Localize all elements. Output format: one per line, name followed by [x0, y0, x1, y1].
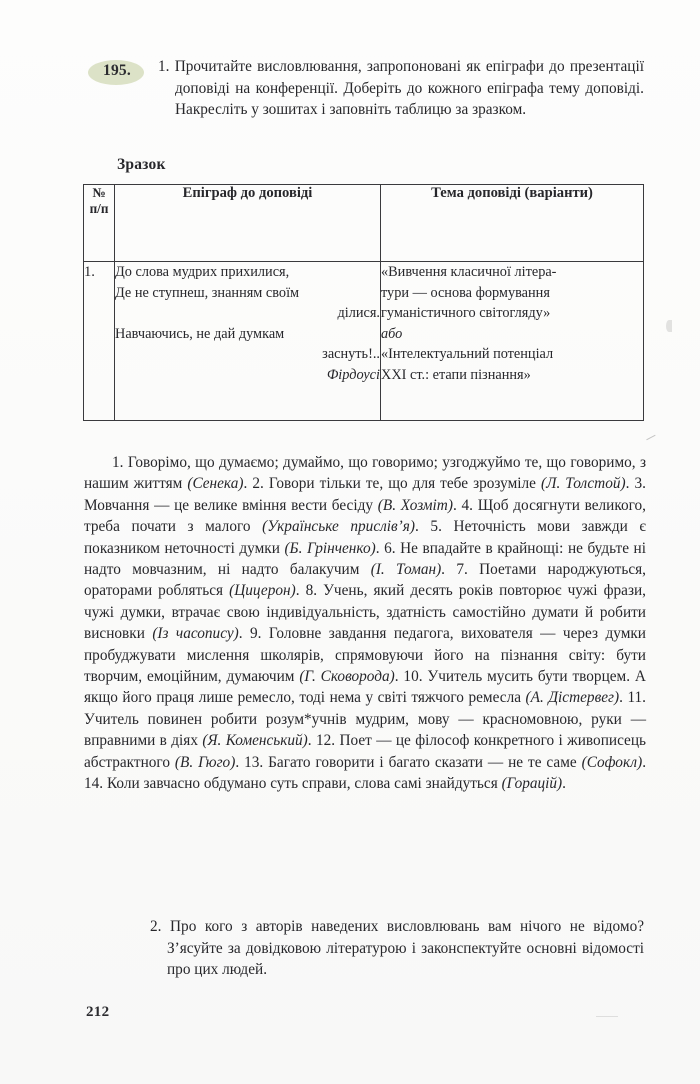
page-number: 212 [86, 1004, 110, 1020]
quotation-number: 4. [461, 496, 478, 514]
scan-edge-mark [666, 320, 672, 332]
sample-table [83, 184, 644, 421]
table-row [84, 262, 644, 421]
topic-line-2: тури — основа формування [381, 284, 550, 301]
table-header-row [84, 185, 644, 262]
quotation-text: Поетами народжуються, ораторами робляться [84, 561, 646, 600]
quotation-author: (Горацій) [501, 775, 563, 793]
quotation-author: (Сенека) [187, 475, 244, 493]
cell-epigraph [115, 262, 381, 421]
quotation-number: 10. [403, 668, 428, 686]
epigraph-line-3: ділися. [337, 305, 380, 322]
quotation-author: (Б. Грінченко) [284, 539, 376, 557]
quotation-author: (Я. Коменський) [202, 732, 308, 750]
quotation-number: 9. [250, 625, 269, 643]
quotation-number: 7. [456, 561, 480, 579]
scan-edge-mark [596, 1016, 618, 1017]
exercise-task-1 [158, 56, 644, 121]
quotation-text: Головне завдання педагога, вихователя — через думки пробуджувати мислення школярів, спрямовуючи його на пізнання світу: бути творчим, емоційним, думаючим [84, 625, 646, 686]
topic-line-1: «Вивчення класичної літера- [381, 264, 557, 280]
topic-alternative-label: або [381, 325, 403, 342]
quotation-author: (Г. Сковорода) [299, 668, 395, 686]
quotation-text: Багато говорити і багато сказати — не те саме [268, 753, 582, 771]
quotation-number: 6. [384, 539, 401, 557]
exercise-task-2 [150, 916, 644, 981]
cell-topic [381, 262, 644, 421]
quotation-number: 5. [430, 518, 454, 536]
quotation-number: 13. [244, 753, 269, 771]
quotation-text: Учитель повинен робити розум*учнів мудрим, мову — красномовною, руки — вправними в діях [84, 710, 646, 750]
scan-edge-mark [646, 435, 655, 441]
quotation-text: Учень, який десять років повторює чужі фрази, чужі думки, втрачає свою індивідуальність, здатність самостійно думати й робити висновки [84, 582, 646, 643]
exercise-task-marker: 1. [158, 58, 170, 75]
epigraph-line-4: Навчаючись, не дай думкам [115, 325, 285, 342]
column-header-number-line2: п/п [89, 201, 109, 216]
exercise-block [84, 56, 644, 121]
sample-label: Зразок [117, 156, 166, 173]
epigraph-line-2: Де не ступнеш, знанням своїм [115, 284, 300, 301]
epigraph-author: Фірдоусі [326, 366, 380, 383]
epigraph-line-5: заснуть!.. [322, 346, 380, 363]
quotation-author: (Українське прислів’я) [262, 518, 415, 536]
quotation-text: Мовчання — це велике вміння вести бесіду [84, 496, 378, 514]
quotation-number: 14. [84, 775, 107, 793]
quotation-number: 12. [315, 732, 340, 750]
quotation-number: 2. [252, 475, 269, 493]
topic-line-5: XXI ст.: етапи пізнання» [381, 366, 531, 383]
quotation-text: Неточність мови завжди є показником неточності думки [84, 518, 646, 557]
quotation-text: Поет — це філософ конкретного і живописець абстрактного [84, 732, 646, 771]
topic-line-4: «Інтелектуальний потенціал [381, 346, 554, 363]
quotation-author: (А. Дістервег) [525, 689, 620, 707]
quotation-author: (І. Томан) [370, 561, 442, 579]
task2-marker: 2. [150, 918, 162, 935]
quotations-paragraph: 1. Говорімо, що думаємо; думаймо, що говоримо; узгоджуймо те, що говоримо, з нашим життям (Сенека). 2. Говори тільки те, що для тебе зрозуміле (Л. Толстой). 3. Мовчання — це велике вміння вести бесіду (В. Хозміт). 4. Щоб досягнути великого, треба почати з малого (Українське прислів’я). 5. Неточність мови завжди є показником неточності думки (Б. Грінченко). 6. Не впадайте в крайнощі: не будьте ні надто мовчазним, ні надто балакучим (І. Томан). 7. Поетами народжуються, ораторами робляться (Цицерон). 8. Учень, який десять років повторює чужі фрази, чужі думки, втрачає свою індивідуальність, здатність самостійно думати й робити висновки (Із часопису). 9. Головне завдання педагога, вихователя — через думки пробуджувати мислення школярів, спрямовуючи його на пізнання світу: бути творчим, емоційним, думаючим (Г. Сковорода). 10. Учитель мусить бути творцем. А якщо його праця лише ремесло, тоді нема у світі тяжчого ремесла (А. Дістервег). 11. Учитель повинен робити розум*учнів мудрим, мову — красномовною, руки — вправними в діях (Я. Коменський). 12. Поет — це філософ конкретного і живописець абстрактного (В. Гюго). 13. Багато говорити і багато сказати — не те саме (Софокл). 14. Коли завчасно обдумано суть справи, слова самі знайдуться (Горацій). [84, 454, 647, 793]
quotation-author: (Із часопису) [152, 625, 239, 643]
column-header-number-line1: № [92, 185, 106, 200]
cell-row-number: 1. [84, 262, 115, 421]
quotation-text: Щоб досягнути великого, треба почати з малого [84, 496, 647, 536]
quotation-number: 11. [627, 689, 646, 707]
quotation-number: 1. [112, 454, 128, 471]
column-header-topic: Тема доповіді (варіанти) [381, 185, 644, 262]
quotation-author: (Л. Толстой) [540, 475, 626, 493]
quotation-author: (В. Гюго) [174, 753, 236, 771]
quotation-text: Говори тільки те, що для тебе зрозуміле [268, 475, 541, 493]
quotation-text: Учитель мусить бути творцем. А якщо його праця лише ремесло, тоді нема у світі тяжчого ремесла [84, 668, 646, 707]
quotation-number: 8. [305, 582, 324, 600]
epigraph-line-1: До слова мудрих прихилися, [115, 264, 290, 280]
exercise-number: 195. [103, 62, 131, 79]
quotation-author: (Цицерон) [229, 582, 296, 600]
quotation-text: Коли завчасно обдумано суть справи, слова самі знайдуться [106, 775, 502, 793]
quotation-author: (Софокл) [581, 753, 643, 771]
topic-line-3: гуманістичного світогляду» [381, 305, 551, 322]
quotation-author: (В. Хозміт) [377, 496, 453, 514]
quotation-text: Говорімо, що думаємо; думаймо, що говоримо; узгоджуймо те, що говоримо, з нашим життям [84, 454, 647, 493]
quotation-number: 3. [634, 475, 646, 493]
column-header-epigraph: Епіграф до доповіді [115, 185, 381, 262]
quotation-text: Не впадайте в крайнощі: не будьте ні надто мовчазним, ні надто балакучим [84, 539, 646, 579]
task2-text: Про кого з авторів наведених висловлювань вам нічого не відомо? З’ясуйте за довідковою літературою і законспектуйте основні відомості про цих людей. [167, 918, 645, 978]
column-header-number [84, 185, 115, 262]
exercise-task-text: Прочитайте висловлювання, запропоновані як епіграфи до презентації доповіді на конференції. Доберіть до кожного епіграфа тему доповіді. Накресліть у зошитах і заповніть таблицю за зразком. [174, 58, 644, 118]
